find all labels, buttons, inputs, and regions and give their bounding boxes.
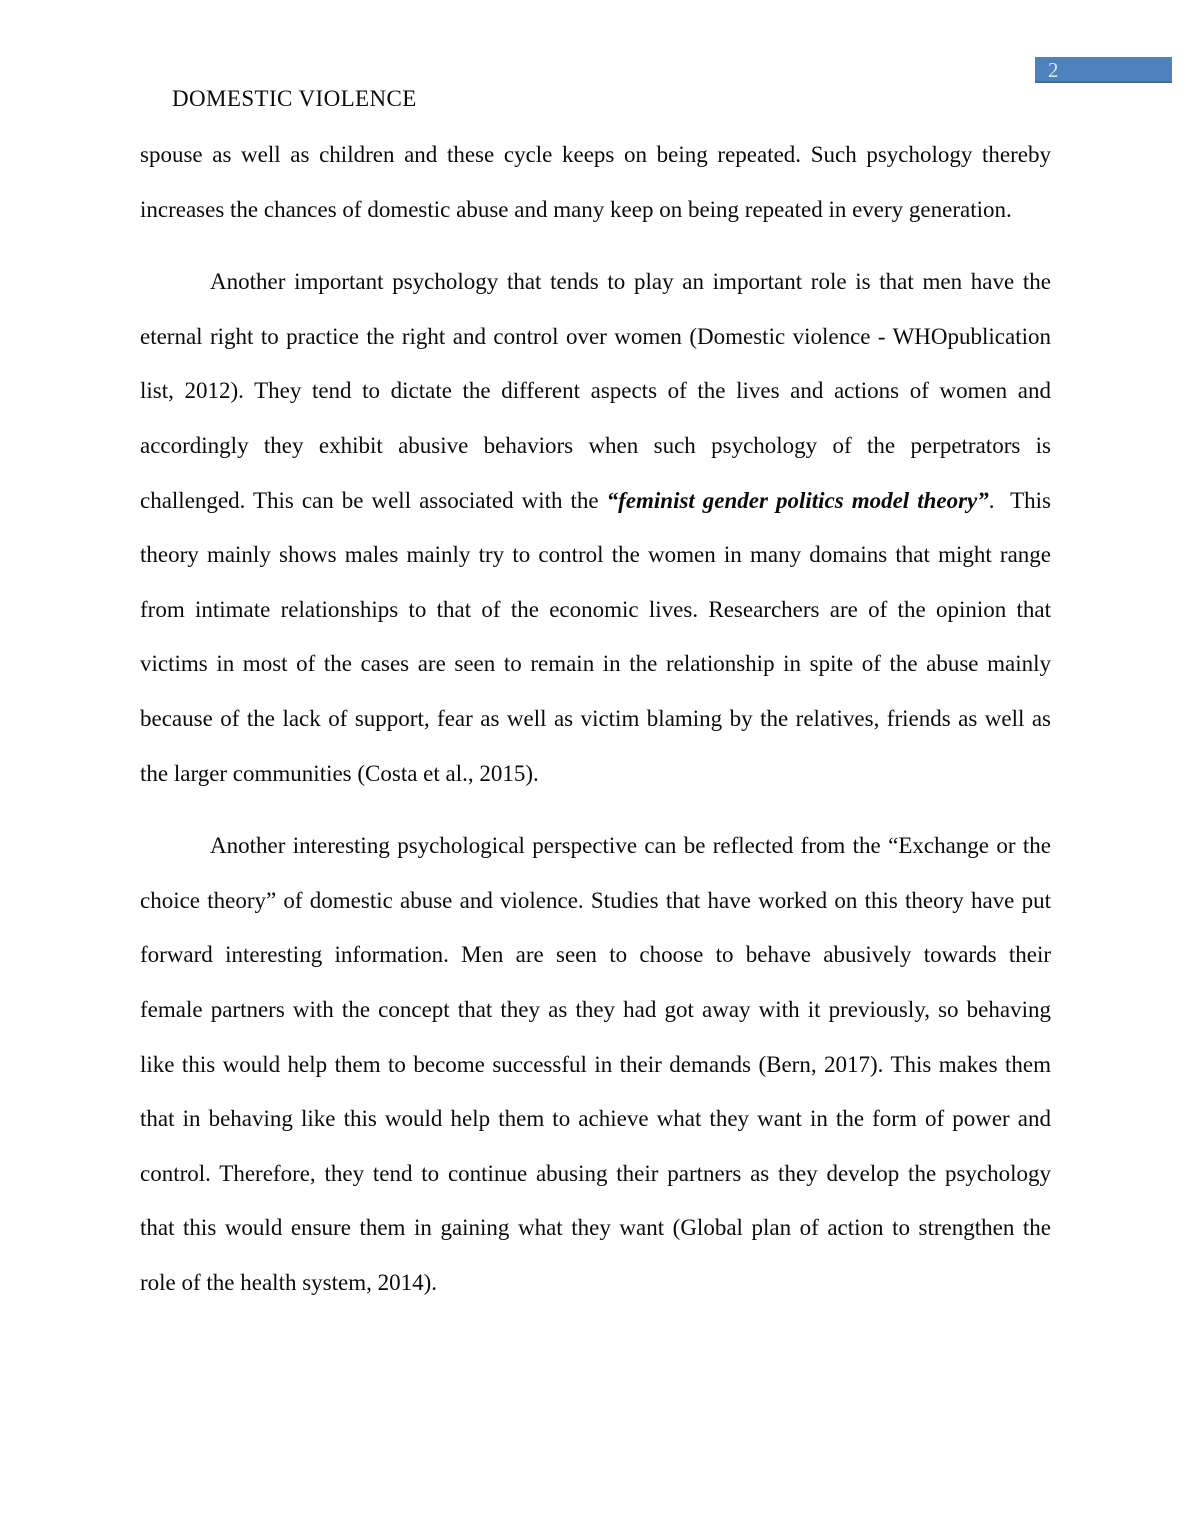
text-line: female partners with the concept that they as they had got away with it previously, so behaving xyxy=(140,996,1051,1022)
document-body xyxy=(140,128,1051,1328)
text-line: Another important psychology that tends to play an important role is that men have the xyxy=(210,269,1051,295)
emphasized-term: “feminist gender politics model theory” xyxy=(606,487,989,513)
text-run: challenged. This can be well associated with the xyxy=(140,487,607,513)
text-line: theory mainly shows males mainly try to control the women in many domains that might range xyxy=(140,542,1051,568)
text-line: role of the health system, 2014). xyxy=(140,1269,438,1295)
page-number-badge: 2 xyxy=(1035,57,1172,83)
text-line: accordingly they exhibit abusive behaviors when such psychology of the perpetrators is xyxy=(140,432,1051,458)
text-line: that in behaving like this would help them to achieve what they want in the form of power and xyxy=(140,1106,1051,1132)
text-line: spouse as well as children and these cycle keeps on being repeated. Such psychology thereby xyxy=(140,142,1051,167)
text-line: the larger communities (Costa et al., 2015). xyxy=(140,760,539,786)
text-line: list, 2012). They tend to dictate the different aspects of the lives and actions of women and xyxy=(140,378,1051,404)
text-line: victims in most of the cases are seen to remain in the relationship in spite of the abuse mainly xyxy=(140,651,1051,677)
text-line: because of the lack of support, fear as well as victim blaming by the relatives, friends as well as xyxy=(140,705,1051,731)
paragraph xyxy=(140,255,1051,801)
paragraph xyxy=(140,128,1051,237)
paragraph xyxy=(140,819,1051,1310)
text-line: increases the chances of domestic abuse and many keep on being repeated in every generation. xyxy=(140,196,1012,222)
text-line: forward interesting information. Men are seen to choose to behave abusively towards their xyxy=(140,942,1051,968)
running-head: DOMESTIC VIOLENCE xyxy=(172,86,417,111)
text-run: . This xyxy=(988,487,1051,513)
text-line: Another interesting psychological perspective can be reflected from the “Exchange or the xyxy=(210,833,1051,859)
text-line xyxy=(140,474,1051,529)
text-line: like this would help them to become successful in their demands (Bern, 2017). This makes them xyxy=(140,1051,1051,1077)
text-line: that this would ensure them in gaining what they want (Global plan of action to strengthen the xyxy=(140,1215,1051,1241)
text-line: control. Therefore, they tend to continue abusing their partners as they develop the psychology xyxy=(140,1160,1051,1186)
text-line: eternal right to practice the right and control over women (Domestic violence - WHOpublication xyxy=(140,323,1051,349)
text-line: from intimate relationships to that of the economic lives. Researchers are of the opinion that xyxy=(140,596,1051,622)
text-line: choice theory” of domestic abuse and violence. Studies that have worked on this theory have put xyxy=(140,887,1051,913)
